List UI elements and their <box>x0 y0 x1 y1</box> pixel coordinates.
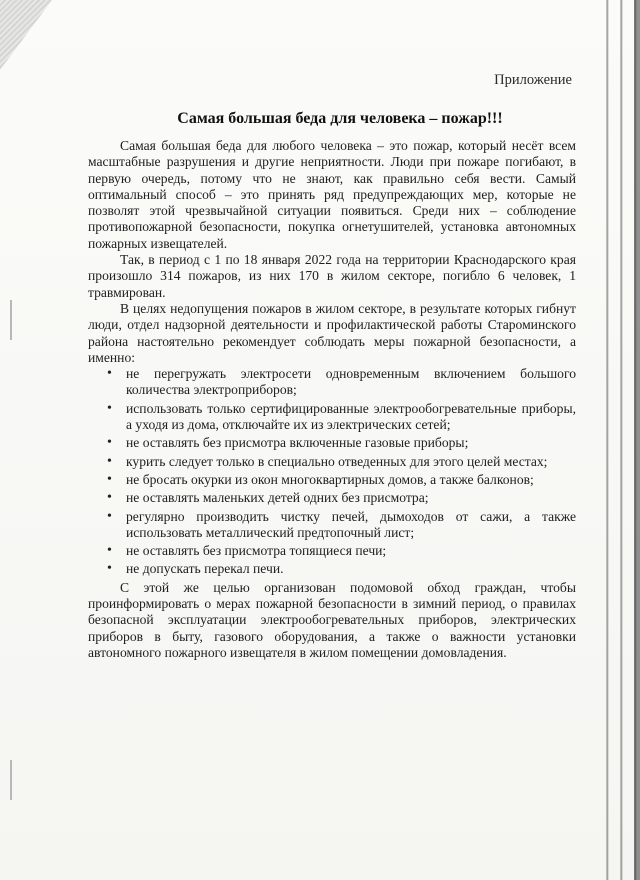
list-item <box>88 561 576 577</box>
bullet-icon: • <box>107 400 112 416</box>
bullet-icon: • <box>107 561 112 577</box>
bullet-icon: • <box>107 471 112 487</box>
measure-text: курить следует только в специально отведенных для этого целей местах; <box>126 453 548 469</box>
appendix-label: Приложение <box>494 72 572 88</box>
statistics-paragraph: Так, в период с 1 по 18 января 2022 года на территории Краснодарского края произошло 314 пожаров, из них 170 в жилом секторе, погибло 6 человек, 1 травмирован. <box>88 252 576 300</box>
measure-text: не допускать перекал печи. <box>126 561 284 577</box>
scan-corner-artifact <box>0 0 52 70</box>
list-item <box>88 472 576 488</box>
measure-text: не перегружать электросети одновременным включением большого количества электроприборов; <box>126 366 576 398</box>
measure-text: использовать только сертифицированные электрообогревательные приборы, а уходя из дома, отключайте их из электрических сетей; <box>126 400 576 433</box>
list-item <box>88 509 576 542</box>
scan-edge-shadow <box>634 0 640 880</box>
list-item <box>88 454 576 470</box>
bullet-icon: • <box>107 508 112 524</box>
list-item <box>88 435 576 451</box>
safety-measures-list <box>88 366 576 578</box>
scan-margin-mark <box>10 760 12 800</box>
list-item <box>88 543 576 559</box>
measure-text: не оставлять маленьких детей одних без присмотра; <box>126 490 429 506</box>
scan-margin-mark <box>10 300 12 340</box>
measure-text: не бросать окурки из окон многоквартирных домов, а также балконов; <box>126 471 534 487</box>
document-title: Самая большая беда для человека – пожар!!! <box>177 110 503 127</box>
measure-text: не оставлять без присмотра включенные газовые приборы; <box>126 435 469 451</box>
bullet-icon: • <box>107 435 112 451</box>
list-item <box>88 366 576 399</box>
bullet-icon: • <box>107 366 112 382</box>
bullet-icon: • <box>107 490 112 506</box>
recommendation-paragraph: В целях недопущения пожаров в жилом секторе, в результате которых гибнут люди, отдел надзорной деятельности и профилактической работы Староминского района настоятельно рекомендует соблюдать меры пожарной безопасности, а именно: <box>88 300 576 365</box>
bullet-icon: • <box>107 543 112 559</box>
list-item <box>88 401 576 434</box>
measure-text: не оставлять без присмотра топящиеся печи; <box>126 543 387 559</box>
list-item <box>88 490 576 506</box>
intro-paragraph: Самая большая беда для любого человека – это пожар, который несёт всем масштабные разрушения и другие неприятности. Люди при пожаре погибают, в первую очередь, потому что не знают, как правильно себя вести. Самый оптимальный способ – это принять ряд предупреждающих мер, которые не позволят этой чрезвычайной ситуации появиться. Среди них – соблюдение противопожарной безопасности, покупка огнетушителей, установка автономных пожарных извещателей. <box>88 138 576 251</box>
measure-text: регулярно производить чистку печей, дымоходов от сажи, а также использовать металлический предтопочный лист; <box>126 508 576 540</box>
document-body <box>88 138 576 661</box>
closing-paragraph: С этой же целью организован подомовой обход граждан, чтобы проинформировать о мерах пожарной безопасности в зимний период, о правилах безопасной эксплуатации электрообогревательных приборов, электрических приборов в быту, газового оборудования, а также о важности установки автономного пожарного извещателя в жилом помещении домовладения. <box>88 579 576 660</box>
bullet-icon: • <box>107 453 112 469</box>
